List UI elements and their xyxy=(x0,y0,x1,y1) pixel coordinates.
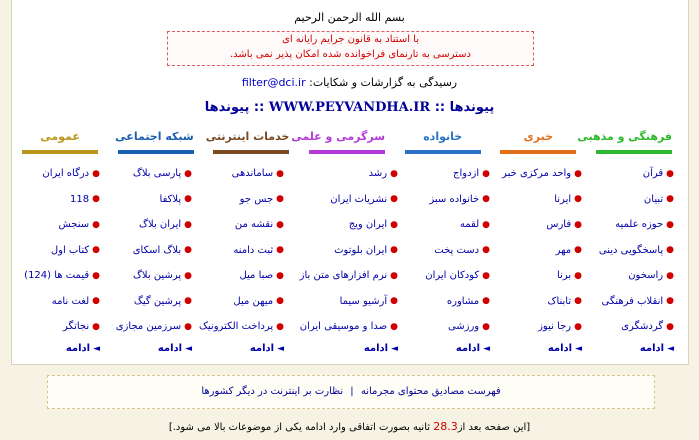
link-label: پاسخگویی دینی xyxy=(598,244,664,256)
link-item[interactable] xyxy=(288,212,398,238)
site-title-right: :: پیوندها xyxy=(204,100,265,115)
link-label: دست پخت xyxy=(434,244,480,256)
timer-suffix: ثانیه بصورت اتفاقی وارد ادامه یکی از موضوعات بالا می شود.] xyxy=(168,422,431,433)
bullet-icon: ● xyxy=(276,270,284,281)
link-label: میهن میل xyxy=(233,295,274,307)
link-label: لغت نامه xyxy=(51,295,90,307)
link-label: رشد xyxy=(368,168,388,180)
link-item[interactable] xyxy=(402,289,490,315)
links-grid xyxy=(20,161,674,358)
bullet-icon: ● xyxy=(666,219,674,230)
link-item[interactable] xyxy=(288,263,398,289)
bullet-icon: ● xyxy=(276,194,284,205)
link-label: قرآن xyxy=(642,168,664,180)
arrow-left-icon: ◄ xyxy=(391,343,398,354)
link-item[interactable] xyxy=(586,289,674,315)
bullet-icon: ● xyxy=(276,321,284,332)
link-item[interactable] xyxy=(288,187,398,213)
link-label: کتاب اول xyxy=(50,244,90,256)
link-item[interactable] xyxy=(196,314,284,340)
bullet-icon: ● xyxy=(92,296,100,307)
link-label: واحد مرکزی خبر xyxy=(502,168,572,180)
more-link[interactable] xyxy=(196,340,284,358)
bullet-icon: ● xyxy=(92,321,100,332)
links-column xyxy=(402,161,490,358)
category-header[interactable]: عمومی xyxy=(22,130,98,154)
bullet-icon: ● xyxy=(184,270,192,281)
category-header[interactable]: خانواده xyxy=(405,130,481,154)
link-label: انقلاب فرهنگی xyxy=(601,295,664,307)
bullet-icon: ● xyxy=(390,245,398,256)
link-label: راسخون xyxy=(628,270,664,282)
link-item[interactable] xyxy=(586,263,674,289)
bullet-icon: ● xyxy=(184,321,192,332)
site-title[interactable] xyxy=(0,100,699,115)
bullet-icon: ● xyxy=(574,321,582,332)
site-title-left: پیوندها :: xyxy=(434,100,495,115)
link-item[interactable] xyxy=(104,263,192,289)
bullet-icon: ● xyxy=(276,168,284,179)
link-item[interactable] xyxy=(494,263,582,289)
link-label: ایران ویج xyxy=(348,219,388,231)
link-label: پرشین بلاگ xyxy=(132,270,182,282)
link-item[interactable] xyxy=(20,263,100,289)
link-item[interactable] xyxy=(288,289,398,315)
arrow-left-icon: ◄ xyxy=(93,343,100,354)
more-label: ادامه xyxy=(547,343,573,354)
arrow-left-icon: ◄ xyxy=(667,343,674,354)
links-column xyxy=(288,161,398,358)
link-item[interactable] xyxy=(20,289,100,315)
internet-monitoring-link[interactable]: نظارت بر اینترنت در دیگر کشورها xyxy=(201,386,344,397)
link-label: آرشیو سیما xyxy=(339,295,388,307)
arrow-left-icon: ◄ xyxy=(483,343,490,354)
links-column xyxy=(196,161,284,358)
bullet-icon: ● xyxy=(574,270,582,281)
link-item[interactable] xyxy=(20,187,100,213)
link-item[interactable] xyxy=(494,289,582,315)
bullet-icon: ● xyxy=(390,270,398,281)
link-label: قیمت ها (124) xyxy=(24,270,90,282)
link-label: تابناک xyxy=(547,295,572,307)
link-item[interactable] xyxy=(586,161,674,187)
more-label: ادامه xyxy=(249,343,275,354)
links-column xyxy=(494,161,582,358)
link-item[interactable] xyxy=(402,212,490,238)
link-item[interactable] xyxy=(104,161,192,187)
link-item[interactable] xyxy=(586,187,674,213)
link-label: پارسی بلاگ xyxy=(132,168,182,180)
link-label: پرداخت الکترونیک xyxy=(198,321,274,333)
bullet-icon: ● xyxy=(666,270,674,281)
bullet-icon: ● xyxy=(666,245,674,256)
link-item[interactable] xyxy=(494,212,582,238)
bullet-icon: ● xyxy=(574,296,582,307)
bismillah: بسم الله الرحمن الرحيم xyxy=(294,11,405,24)
filter-warning-box xyxy=(167,31,534,66)
link-item[interactable] xyxy=(402,187,490,213)
link-label: فارس xyxy=(546,219,572,231)
bullet-icon: ● xyxy=(92,168,100,179)
bullet-icon: ● xyxy=(184,168,192,179)
bullet-icon: ● xyxy=(276,245,284,256)
category-header[interactable]: فرهنگی و مذهبی xyxy=(596,130,672,154)
link-item[interactable] xyxy=(104,314,192,340)
links-column xyxy=(104,161,192,358)
link-item[interactable] xyxy=(20,238,100,264)
report-line xyxy=(0,76,699,89)
link-label: ایران بلاگ xyxy=(139,219,182,231)
arrow-left-icon: ◄ xyxy=(277,343,284,354)
bullet-icon: ● xyxy=(482,321,490,332)
link-item[interactable] xyxy=(104,187,192,213)
timer-seconds: 28.3 xyxy=(433,420,458,433)
link-item[interactable] xyxy=(402,263,490,289)
link-item[interactable] xyxy=(586,238,674,264)
link-label: مشاوره xyxy=(446,295,480,307)
bullet-icon: ● xyxy=(482,270,490,281)
link-item[interactable] xyxy=(104,289,192,315)
links-column xyxy=(586,161,674,358)
link-label: بلاگ اسکای xyxy=(132,244,182,256)
more-link[interactable] xyxy=(20,340,100,358)
bullet-icon: ● xyxy=(390,168,398,179)
more-link[interactable] xyxy=(288,340,398,358)
bullet-icon: ● xyxy=(482,194,490,205)
bullet-icon: ● xyxy=(574,245,582,256)
link-label: مهر xyxy=(555,244,572,256)
illegal-content-list-link[interactable]: فهرست مصادیق محتوای مجرمانه xyxy=(360,386,501,397)
bullet-icon: ● xyxy=(276,219,284,230)
timer-prefix: [این صفحه بعد از xyxy=(457,422,531,433)
link-item[interactable] xyxy=(20,212,100,238)
more-link[interactable] xyxy=(402,340,490,358)
bullet-icon: ● xyxy=(390,296,398,307)
link-label: درگاه ایران xyxy=(42,168,90,180)
link-item[interactable] xyxy=(196,161,284,187)
bullet-icon: ● xyxy=(574,219,582,230)
arrow-left-icon: ◄ xyxy=(185,343,192,354)
bullet-icon: ● xyxy=(482,168,490,179)
link-item[interactable] xyxy=(20,161,100,187)
link-label: رجا نیوز xyxy=(538,321,572,333)
category-header[interactable]: خدمات اینترنتی xyxy=(213,130,289,154)
link-label: نرم افزارهای متن باز xyxy=(299,270,388,282)
link-label: کودکان ایران xyxy=(425,270,480,282)
link-item[interactable] xyxy=(196,238,284,264)
arrow-left-icon: ◄ xyxy=(575,343,582,354)
bullet-icon: ● xyxy=(574,194,582,205)
bullet-icon: ● xyxy=(482,296,490,307)
link-item[interactable] xyxy=(196,289,284,315)
link-item[interactable] xyxy=(586,314,674,340)
link-item[interactable] xyxy=(494,187,582,213)
bullet-icon: ● xyxy=(184,194,192,205)
category-header[interactable]: شبکه اجتماعی xyxy=(118,130,194,154)
bullet-icon: ● xyxy=(184,219,192,230)
link-label: تبیان xyxy=(643,193,664,205)
bullet-icon: ● xyxy=(666,296,674,307)
link-label: نشریات ایران xyxy=(330,193,388,205)
bullet-icon: ● xyxy=(390,321,398,332)
link-label: صدا و موسیقی ایران xyxy=(299,321,388,333)
redirect-timer xyxy=(0,420,699,433)
link-label: خانواده سبز xyxy=(429,193,480,205)
links-column xyxy=(20,161,100,358)
link-label: ساماندهی xyxy=(231,168,274,180)
link-item[interactable] xyxy=(196,212,284,238)
link-label: ایرنا xyxy=(554,193,572,205)
link-item[interactable] xyxy=(402,314,490,340)
link-label: حوزه علمیه xyxy=(615,219,664,231)
more-link[interactable] xyxy=(494,340,582,358)
link-label: لقمه xyxy=(459,219,480,231)
bullet-icon: ● xyxy=(92,194,100,205)
bullet-icon: ● xyxy=(92,245,100,256)
more-link[interactable] xyxy=(586,340,674,358)
link-label: نجاتگر xyxy=(63,321,90,333)
bullet-icon: ● xyxy=(92,219,100,230)
link-label: برنا xyxy=(557,270,572,282)
link-label: ثبت دامنه xyxy=(233,244,274,256)
link-label: 118 xyxy=(70,193,90,205)
link-label: گردشگری xyxy=(621,321,664,333)
link-item[interactable] xyxy=(288,314,398,340)
link-label: سرزمین مجازی xyxy=(115,321,182,333)
link-label: جس جو xyxy=(239,193,274,205)
bullet-icon: ● xyxy=(482,245,490,256)
link-item[interactable] xyxy=(196,263,284,289)
link-item[interactable] xyxy=(104,212,192,238)
bullet-icon: ● xyxy=(666,168,674,179)
warning-line-1: با استناد به قانون جرایم رایانه ای xyxy=(282,34,419,45)
link-item[interactable] xyxy=(402,161,490,187)
warning-line-2: دسترسی به تارنمای فراخوانده شده امکان پذیر نمی باشد. xyxy=(229,49,471,60)
bullet-icon: ● xyxy=(390,194,398,205)
category-header-row xyxy=(22,130,672,154)
bullet-icon: ● xyxy=(574,168,582,179)
more-label: ادامه xyxy=(363,343,389,354)
bullet-icon: ● xyxy=(92,270,100,281)
more-label: ادامه xyxy=(455,343,481,354)
link-item[interactable] xyxy=(20,314,100,340)
more-label: ادامه xyxy=(157,343,183,354)
link-item[interactable] xyxy=(494,238,582,264)
report-label: رسیدگی به گزارشات و شکایات: xyxy=(309,76,458,89)
category-header[interactable]: سرگرمی و علمی xyxy=(309,130,385,154)
bullet-icon: ● xyxy=(184,245,192,256)
link-label: ورزشی xyxy=(447,321,480,333)
more-link[interactable] xyxy=(104,340,192,358)
link-item[interactable] xyxy=(288,238,398,264)
link-label: پرشین گیگ xyxy=(133,295,182,307)
link-item[interactable] xyxy=(402,238,490,264)
link-label: ازدواج xyxy=(453,168,480,180)
link-label: سنجش xyxy=(58,219,90,231)
more-label: ادامه xyxy=(639,343,665,354)
category-header[interactable]: خبری xyxy=(500,130,576,154)
bullet-icon: ● xyxy=(666,194,674,205)
footer-links-box xyxy=(47,375,655,409)
bullet-icon: ● xyxy=(276,296,284,307)
link-item[interactable] xyxy=(288,161,398,187)
link-label: نقشه من xyxy=(234,219,274,231)
link-label: صبا میل xyxy=(239,270,274,282)
link-label: ایران بلوتوث xyxy=(334,244,388,256)
link-label: پلاکفا xyxy=(159,193,182,205)
link-item[interactable] xyxy=(494,161,582,187)
bullet-icon: ● xyxy=(184,296,192,307)
bullet-icon: ● xyxy=(666,321,674,332)
link-item[interactable] xyxy=(196,187,284,213)
link-item[interactable] xyxy=(586,212,674,238)
report-email-link[interactable]: filter@dci.ir xyxy=(241,76,306,89)
link-item[interactable] xyxy=(104,238,192,264)
more-label: ادامه xyxy=(65,343,91,354)
bullet-icon: ● xyxy=(482,219,490,230)
footer-separator: | xyxy=(350,386,354,397)
site-title-url[interactable]: WWW.PEYVANDHA.IR xyxy=(268,100,431,115)
bullet-icon: ● xyxy=(390,219,398,230)
link-item[interactable] xyxy=(494,314,582,340)
